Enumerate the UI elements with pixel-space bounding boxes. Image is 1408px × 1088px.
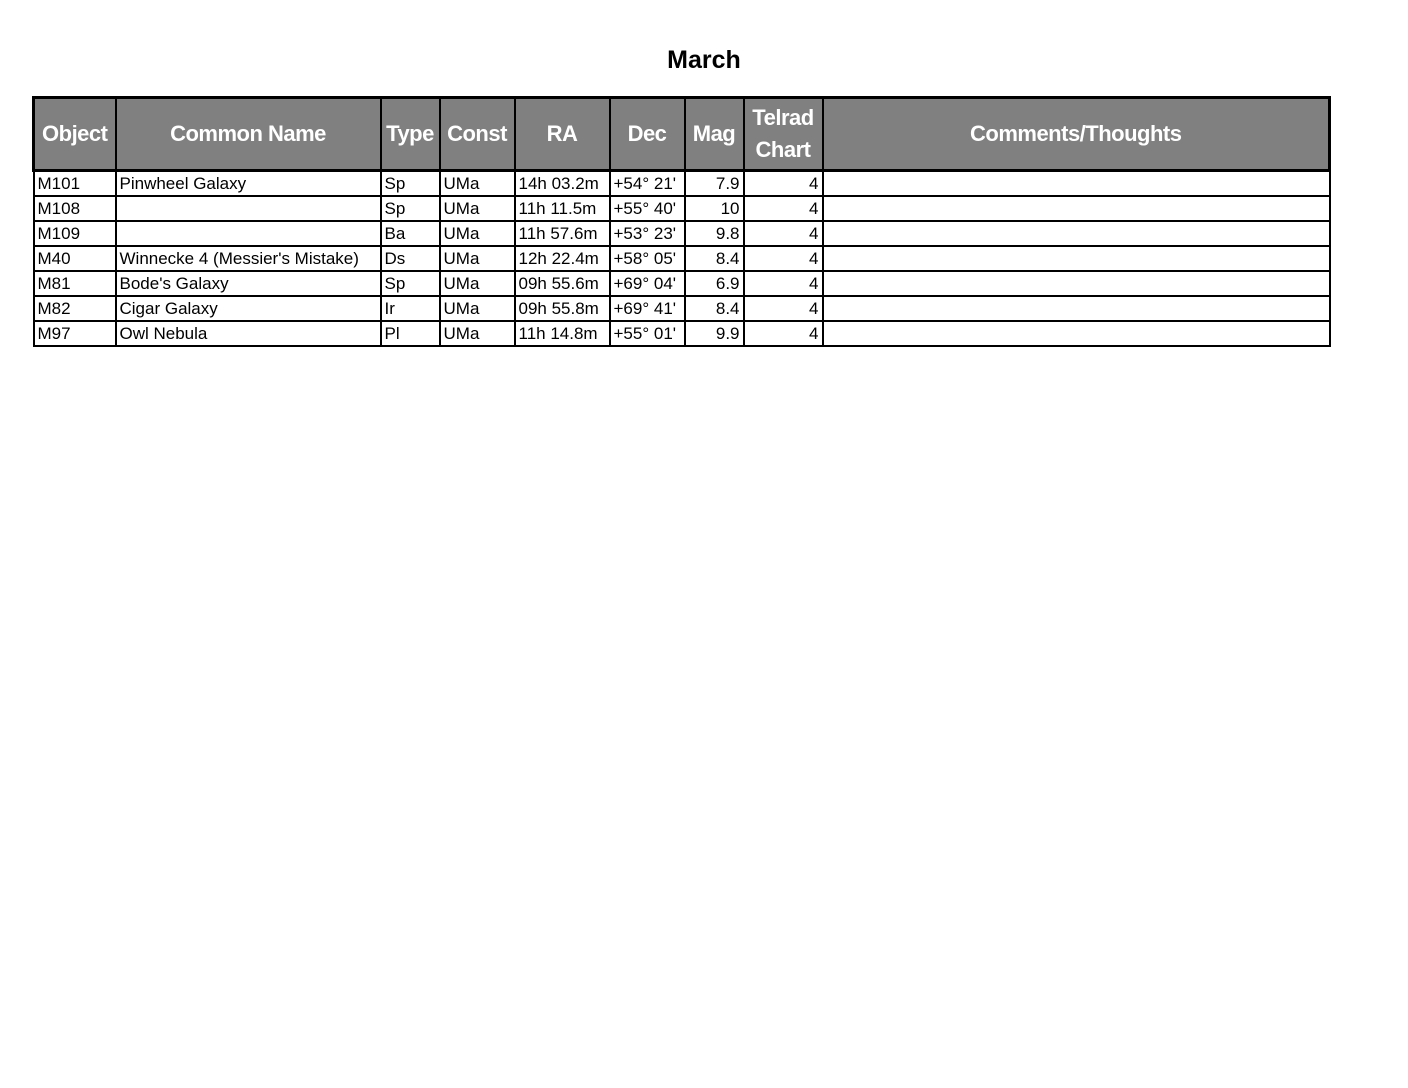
cell-type: Ir	[381, 296, 440, 321]
cell-comments	[823, 196, 1330, 221]
cell-ra: 12h 22.4m	[515, 246, 610, 271]
cell-ra: 11h 57.6m	[515, 221, 610, 246]
header-ra: RA	[515, 98, 610, 171]
cell-telrad-chart: 4	[744, 296, 823, 321]
cell-ra: 14h 03.2m	[515, 171, 610, 197]
header-common-name: Common Name	[116, 98, 381, 171]
table-row	[34, 321, 1330, 346]
cell-ra: 09h 55.8m	[515, 296, 610, 321]
cell-type: Pl	[381, 321, 440, 346]
cell-type: Sp	[381, 271, 440, 296]
header-telrad-chart	[744, 98, 823, 171]
cell-const: UMa	[440, 196, 515, 221]
header-telrad-line1: Telrad	[752, 105, 814, 130]
cell-comments	[823, 271, 1330, 296]
cell-comments	[823, 246, 1330, 271]
header-const: Const	[440, 98, 515, 171]
page-title: March	[667, 46, 741, 74]
cell-dec: +69° 04'	[610, 271, 685, 296]
cell-telrad-chart: 4	[744, 271, 823, 296]
cell-common-name: Winnecke 4 (Messier's Mistake)	[116, 246, 381, 271]
cell-common-name: Owl Nebula	[116, 321, 381, 346]
cell-object: M82	[34, 296, 116, 321]
cell-dec: +58° 05'	[610, 246, 685, 271]
cell-ra: 11h 14.8m	[515, 321, 610, 346]
cell-mag: 7.9	[685, 171, 744, 197]
table-row	[34, 296, 1330, 321]
cell-telrad-chart: 4	[744, 246, 823, 271]
cell-comments	[823, 296, 1330, 321]
table-row	[34, 171, 1330, 197]
cell-telrad-chart: 4	[744, 221, 823, 246]
cell-object: M81	[34, 271, 116, 296]
cell-comments	[823, 221, 1330, 246]
cell-const: UMa	[440, 221, 515, 246]
cell-const: UMa	[440, 296, 515, 321]
cell-telrad-chart: 4	[744, 196, 823, 221]
header-dec: Dec	[610, 98, 685, 171]
cell-common-name: Cigar Galaxy	[116, 296, 381, 321]
cell-dec: +55° 01'	[610, 321, 685, 346]
cell-mag: 8.4	[685, 246, 744, 271]
header-mag: Mag	[685, 98, 744, 171]
cell-ra: 09h 55.6m	[515, 271, 610, 296]
cell-const: UMa	[440, 171, 515, 197]
table-body	[34, 171, 1330, 347]
table-row	[34, 271, 1330, 296]
cell-object: M101	[34, 171, 116, 197]
cell-type: Ba	[381, 221, 440, 246]
header-type: Type	[381, 98, 440, 171]
cell-comments	[823, 321, 1330, 346]
cell-type: Sp	[381, 171, 440, 197]
cell-type: Ds	[381, 246, 440, 271]
cell-common-name	[116, 196, 381, 221]
cell-mag: 8.4	[685, 296, 744, 321]
cell-object: M108	[34, 196, 116, 221]
cell-telrad-chart: 4	[744, 321, 823, 346]
cell-const: UMa	[440, 271, 515, 296]
cell-const: UMa	[440, 246, 515, 271]
cell-dec: +54° 21'	[610, 171, 685, 197]
table-row	[34, 196, 1330, 221]
cell-object: M97	[34, 321, 116, 346]
cell-mag: 9.9	[685, 321, 744, 346]
cell-type: Sp	[381, 196, 440, 221]
header-row	[34, 98, 1330, 171]
header-object: Object	[34, 98, 116, 171]
cell-common-name	[116, 221, 381, 246]
header-telrad-line2: Chart	[755, 137, 811, 162]
cell-telrad-chart: 4	[744, 171, 823, 197]
table-row	[34, 246, 1330, 271]
cell-common-name: Pinwheel Galaxy	[116, 171, 381, 197]
cell-common-name: Bode's Galaxy	[116, 271, 381, 296]
cell-dec: +55° 40'	[610, 196, 685, 221]
cell-object: M40	[34, 246, 116, 271]
observing-list-table	[32, 96, 1331, 347]
cell-dec: +69° 41'	[610, 296, 685, 321]
cell-mag: 9.8	[685, 221, 744, 246]
cell-dec: +53° 23'	[610, 221, 685, 246]
table-row	[34, 221, 1330, 246]
header-comments: Comments/Thoughts	[823, 98, 1330, 171]
cell-mag: 10	[685, 196, 744, 221]
cell-ra: 11h 11.5m	[515, 196, 610, 221]
cell-const: UMa	[440, 321, 515, 346]
cell-comments	[823, 171, 1330, 197]
cell-mag: 6.9	[685, 271, 744, 296]
cell-object: M109	[34, 221, 116, 246]
